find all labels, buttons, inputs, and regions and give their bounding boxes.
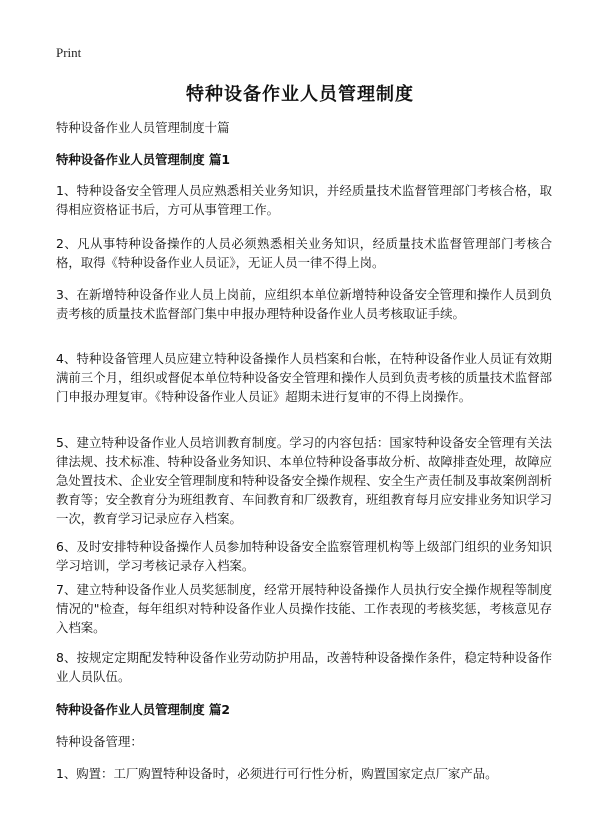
paragraph-5: 5、建立特种设备作业人员培训教育制度。学习的内容包括：国家特种设备安全管理有关法律法规、技术标准、特种设备业务知识、本单位特种设备事故分析、故障排查处理，故障应急处置技术、企业安全管理制度和特种设备安全操作规程、安全生产责任制及事故案例剖析教育等；安全教育分为班组教育、车间教育和厂级教育，班组教育每月应安排业务知识学习一次，教育学习记录应存入档案。: [56, 435, 552, 526]
paragraph-4: 4、特种设备管理人员应建立特种设备操作人员档案和台帐，在特种设备作业人员证有效期满前三个月，组织或督促本单位特种设备安全管理和操作人员到负责考核的质量技术监督部门申报办理复审。《特种设备作业人员证》超期未进行复审的不得上岗操作。: [56, 351, 552, 404]
doc-subtitle: 特种设备作业人员管理制度十篇: [56, 120, 230, 135]
paragraph-1: 1、特种设备安全管理人员应熟悉相关业务知识，并经质量技术监督管理部门考核合格，取得相应资格证书后，方可从事管理工作。: [56, 183, 552, 217]
print-link[interactable]: Print: [56, 45, 82, 60]
paragraph-8: 8、按规定定期配发特种设备作业劳动防护用品，改善特种设备操作条件，稳定特种设备作业人员队伍。: [56, 650, 552, 684]
paragraph-9: 特种设备管理：: [56, 734, 143, 749]
section-heading-2: 特种设备作业人员管理制度 篇2: [56, 702, 231, 717]
paragraph-10: 1、购置：工厂购置特种设备时，必须进行可行性分析，购置国家定点厂家产品。: [56, 766, 498, 781]
page-title: 特种设备作业人员管理制度: [186, 84, 414, 105]
section-heading-1: 特种设备作业人员管理制度 篇1: [56, 152, 231, 167]
paragraph-3: 3、在新增特种设备作业人员上岗前，应组织本单位新增特种设备安全管理和操作人员到负责考核的质量技术监督部门集中申报办理特种设备作业人员考核取证手续。: [56, 287, 552, 321]
paragraph-2: 2、凡从事特种设备操作的人员必须熟悉相关业务知识，经质量技术监督管理部门考核合格，取得《特种设备作业人员证》，无证人员一律不得上岗。: [56, 236, 552, 270]
paragraph-7: 7、建立特种设备作业人员奖惩制度，经常开展特种设备操作人员执行安全操作规程等制度情况的"检查，每年组织对特种设备作业人员操作技能、工作表现的考核奖惩，考核意见存入档案。: [56, 582, 552, 635]
paragraph-6: 6、及时安排特种设备操作人员参加特种设备安全监察管理机构等上级部门组织的业务知识学习培训，学习考核记录存入档案。: [56, 539, 552, 573]
